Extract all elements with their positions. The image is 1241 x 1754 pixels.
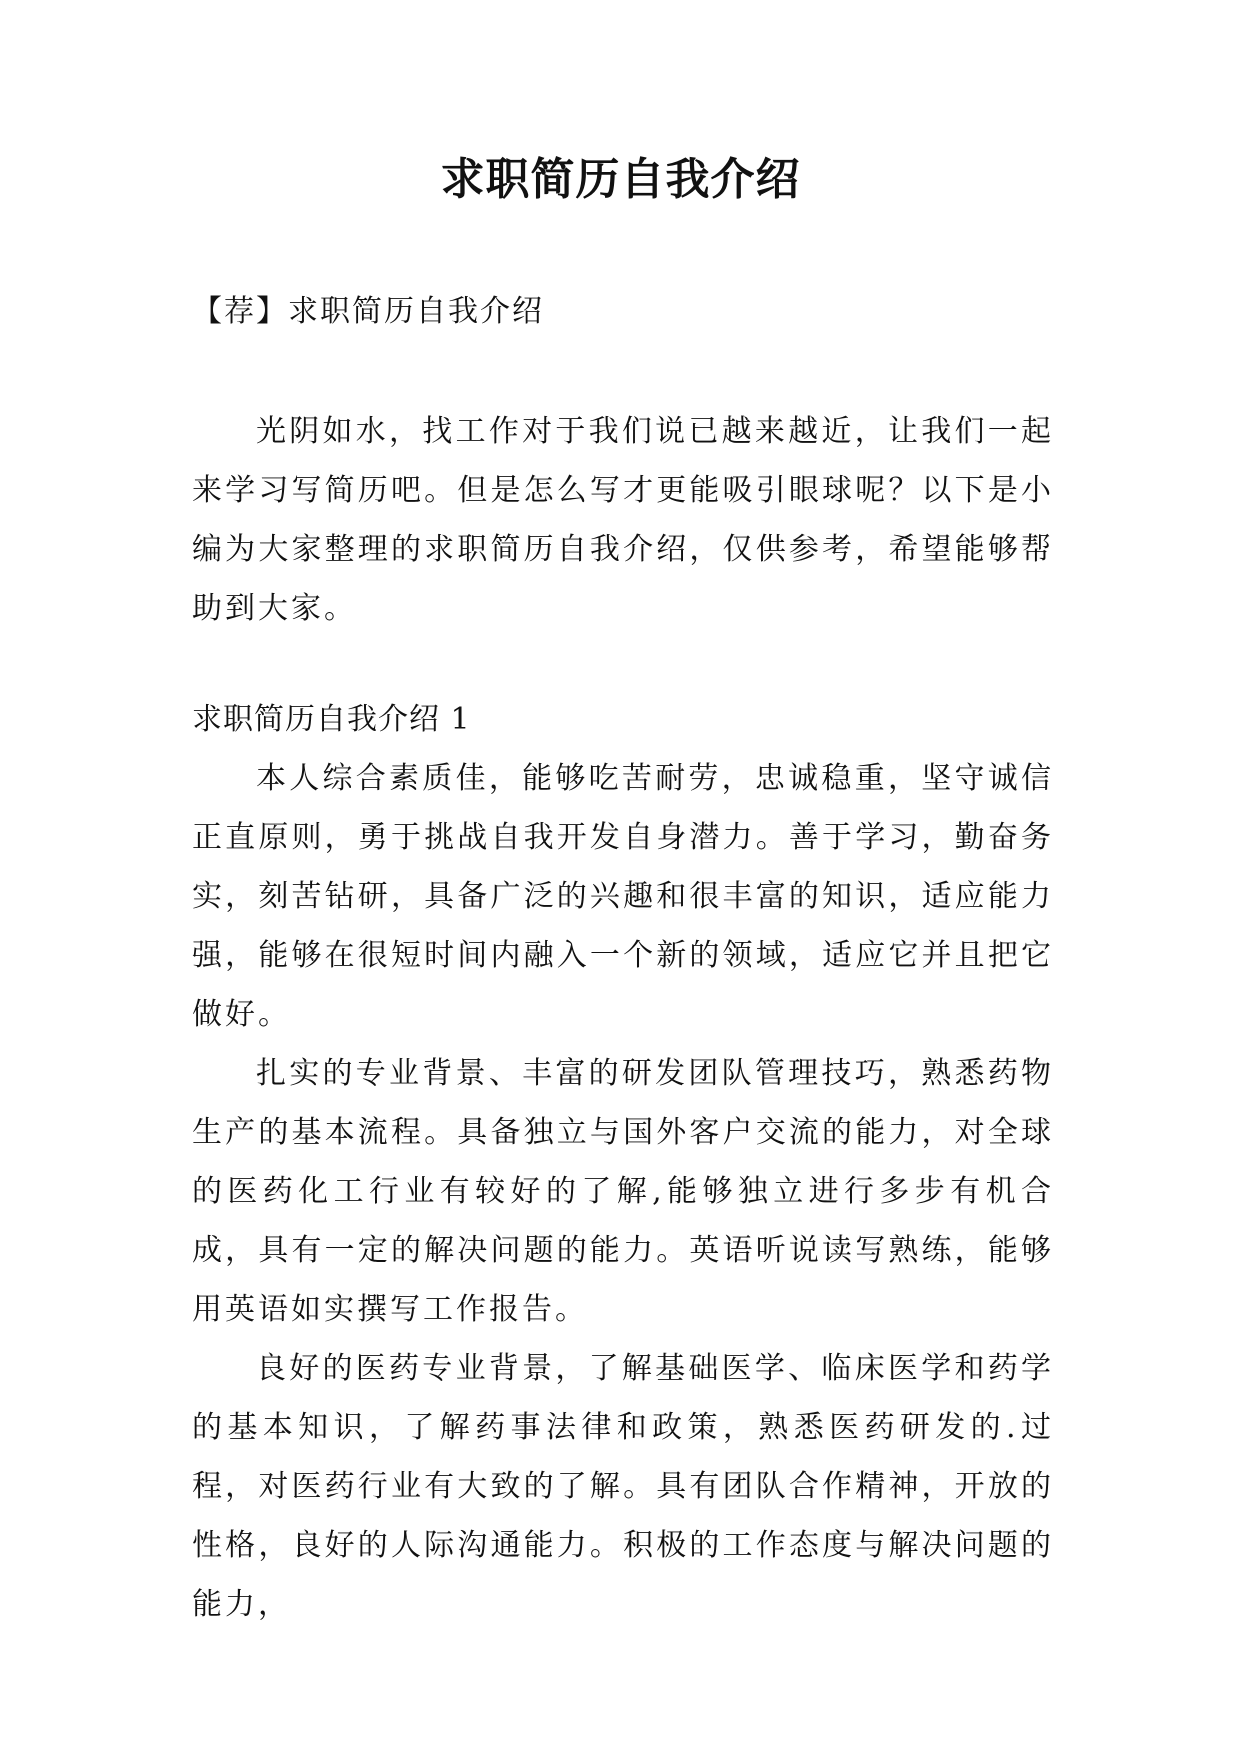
section-heading: 求职简历自我介绍 1 — [192, 702, 471, 737]
intro-paragraph: 光阴如水，找工作对于我们说已越来越近，让我们一起来学习写简历吧。但是怎么写才更能吸引眼球呢？以下是小编为大家整理的求职简历自我介绍，仅供参考，希望能够帮助到大家。 — [192, 414, 1054, 626]
body-paragraph-3: 良好的医药专业背景，了解基础医学、临床医学和药学的基本知识，了解药事法律和政策，熟悉医药研发的.过程，对医药行业有大致的了解。具有团队合作精神，开放的性格，良好的人际沟通能力。积极的工作态度与解决问题的能力， — [192, 1351, 1054, 1622]
recommend-line: 【荐】求职简历自我介绍 — [192, 294, 544, 329]
document-title: 求职简历自我介绍 — [440, 154, 801, 205]
body-paragraph-2: 扎实的专业背景、丰富的研发团队管理技巧，熟悉药物生产的基本流程。具备独立与国外客户交流的能力，对全球的医药化工行业有较好的了解,能够独立进行多步有机合成，具有一定的解决问题的能力。英语听说读写熟练，能够用英语如实撰写工作报告。 — [192, 1056, 1054, 1327]
body-paragraph-1: 本人综合素质佳，能够吃苦耐劳，忠诚稳重，坚守诚信正直原则，勇于挑战自我开发自身潜力。善于学习，勤奋务实，刻苦钻研，具备广泛的兴趣和很丰富的知识，适应能力强，能够在很短时间内融入一个新的领域，适应它并且把它做好。 — [192, 761, 1054, 1032]
document-body — [192, 402, 1054, 1634]
